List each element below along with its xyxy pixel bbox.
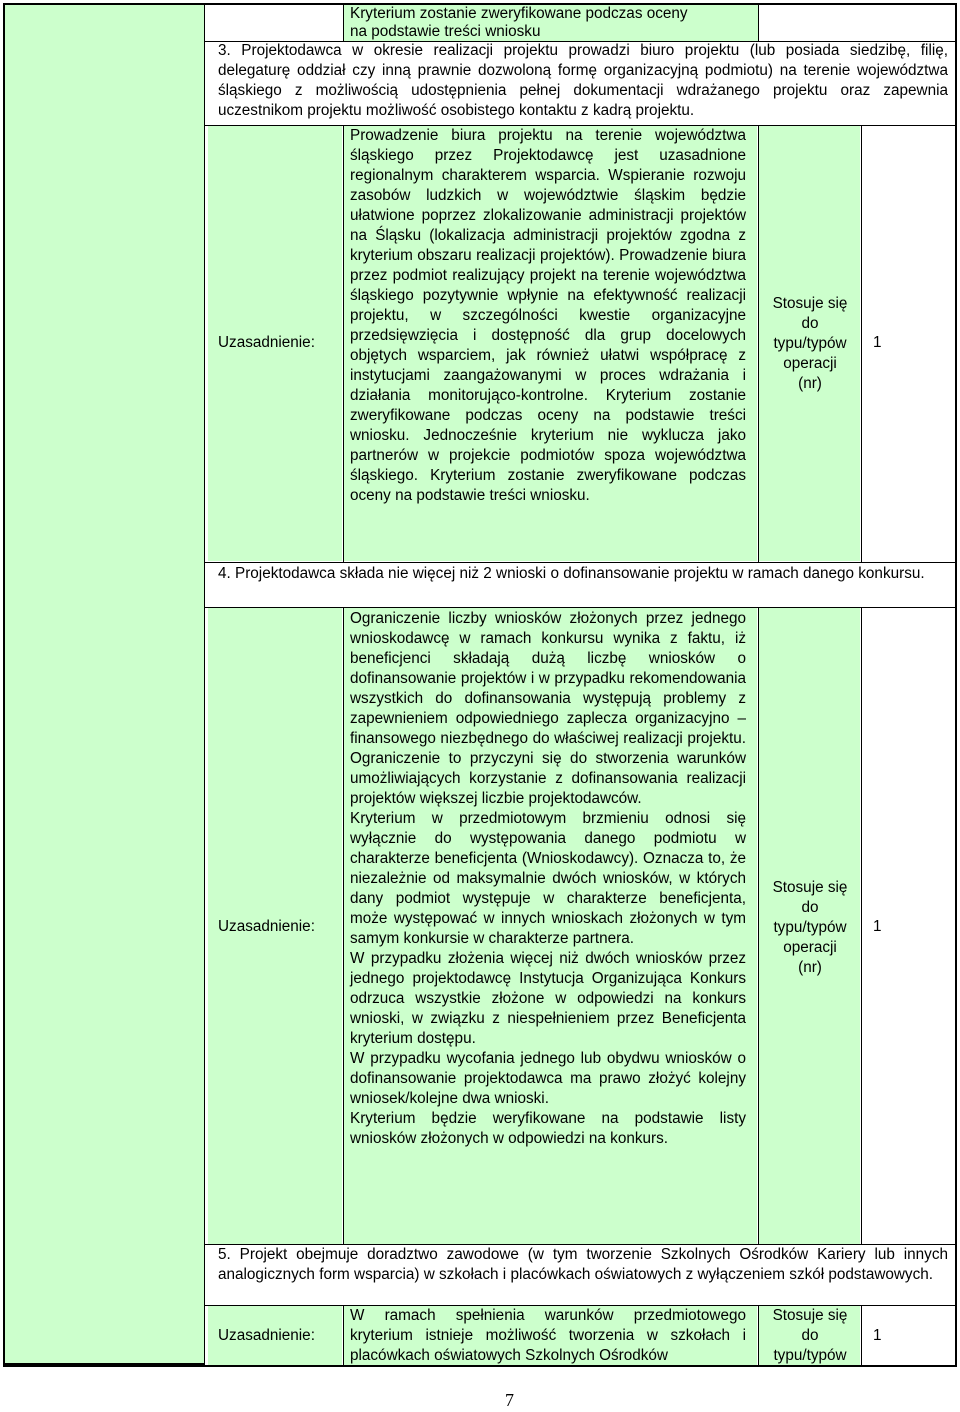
applies-line: typu/typów [773, 335, 847, 352]
criterion-3-applies [760, 294, 860, 394]
criterion-4-label: Uzasadnienie: [218, 918, 315, 935]
criterion-3-label: Uzasadnienie: [218, 334, 315, 351]
right-border [955, 3, 957, 1365]
applies-line: Stosuje się [772, 1307, 848, 1324]
criterion-4-justification [350, 609, 746, 1149]
divider [758, 1305, 759, 1365]
applies-line: (nr) [798, 959, 822, 976]
justification-paragraph: Kryterium będzie weryfikowane na podstawie listy wniosków złożonych w odpowiedzi na konkurs. [350, 1110, 746, 1147]
divider [861, 607, 862, 1245]
justification-paragraph: Kryterium w przedmiotowym brzmieniu odnosi się wyłącznie do występowania danego podmiotu w charakterze beneficjenta (Wnioskodawcy). Oznacza to, że niezależnie od maksymalnie dwóch wniosków, w których dany podmiot występuje w charakterze beneficjenta, może występować w innych wnioskach złożonych w tym samym konkursie w charakterze partnera. [350, 810, 746, 947]
criterion-4-applies [760, 878, 860, 978]
justification-paragraph: W przypadku wycofania jednego lub obydwu wniosków o dofinansowanie projektodawca ma prawo złożyć kolejny wniosek/kolejne dwa wnioski. [350, 1050, 746, 1107]
top-fragment-line-1: Kryterium zostanie zweryfikowane podczas oceny [350, 5, 688, 22]
divider [758, 125, 759, 562]
page-number: 7 [505, 1390, 514, 1410]
divider [758, 607, 759, 1245]
criterion-5-label: Uzasadnienie: [218, 1327, 315, 1344]
divider [205, 562, 957, 563]
left-margin-column [3, 3, 205, 1365]
divider [861, 1305, 862, 1365]
divider [343, 607, 344, 1245]
applies-line: Stosuje się [772, 879, 848, 896]
criterion-5-number: 1 [873, 1327, 882, 1344]
applies-line: (nr) [798, 375, 822, 392]
applies-line: do [801, 899, 819, 916]
applies-line: typu/typów [773, 1347, 847, 1364]
applies-line: operacji [783, 939, 837, 956]
justification-paragraph: W przypadku złożenia więcej niż dwóch wniosków przez jednego projektodawcę Instytucja Organizująca Konkurs odrzuca wszystkie złożone w odpowiedzi na konkurs wnioski, w związku z niespełnieniem przez Beneficjenta kryterium dostępu. [350, 950, 746, 1047]
divider [343, 125, 344, 562]
criterion-4-number: 1 [873, 918, 882, 935]
criterion-3-number: 1 [873, 334, 882, 351]
divider [343, 1305, 344, 1365]
criterion-5-statement: 5. Projekt obejmuje doradztwo zawodowe (w tym tworzenie Szkolnych Ośrodków Kariery lub innych analogicznych form wsparcia) w szkołach i placówkach oświatowych z wyłączeniem szkół podstawowych. [218, 1246, 948, 1283]
top-fragment-line-2: na podstawie treści wniosku [350, 23, 541, 40]
applies-line: do [801, 315, 819, 332]
criterion-4-statement: 4. Projektodawca składa nie więcej niż 2 wnioski o dofinansowanie projektu w ramach danego konkursu. [218, 565, 925, 582]
criterion-5-applies [760, 1306, 860, 1366]
applies-line: typu/typów [773, 919, 847, 936]
divider [758, 5, 759, 41]
applies-line: Stosuje się [772, 295, 848, 312]
criterion-5-justification: W ramach spełnienia warunków przedmiotowego kryterium istnieje możliwość tworzenia w szkołach i placówkach oświatowych Szkolnych Ośrodków [350, 1307, 746, 1364]
applies-line: operacji [783, 355, 837, 372]
justification-paragraph: Ograniczenie liczby wniosków złożonych przez jednego wnioskodawcę w ramach konkursu wynika z faktu, iż beneficjenci składają dużą liczbę wniosków o dofinansowanie projektów i w przypadku rekomendowania wszystkich do dofinansowania występują problemy z zapewnieniem odpowiedniego zaplecza organizacyjno – finansowego niezbędnego do właściwej realizacji projektu. Ograniczenie to przyczyni się do stworzenia warunków umożliwiających korzystanie z dofinansowania realizacji projektów większej liczbie projektodawców. [350, 610, 746, 807]
applies-line: do [801, 1327, 819, 1344]
divider [343, 5, 344, 41]
criterion-3-statement: 3. Projektodawca w okresie realizacji projektu prowadzi biuro projektu (lub posiada siedzibę, filię, delegaturę oddział czy inną prawnie dozwoloną formę organizacyjną podmiotu) na terenie województwa śląskiego z możliwością udostępnienia pełnej dokumentacji wdrażanego projektu oraz zapewnia uczestnikom projektu możliwość osobistego kontaktu z kadrą projektu. [218, 42, 948, 119]
divider [861, 125, 862, 562]
criterion-3-justification: Prowadzenie biura projektu na terenie województwa śląskiego przez Projektodawcę jest uzasadnione regionalnym charakterem wsparcia. Wspieranie rozwoju zasobów ludzkich w województwie śląskim będzie ułatwione poprzez zlokalizowanie administracji projektów na Śląsku (lokalizacja administracji projektów zgodna z kryterium obszaru realizacji projektów). Prowadzenie biura przez podmiot realizujący projekt na terenie województwa śląskiego pozytywnie wpłynie na efektywność realizacji projektu, w szczególności kwestie organizacyjne przedsięwzięcia i dostępność dla grup docelowych objętych wsparciem, jak również ułatwi współpracę z instytucjami zaangażowanymi w proces wdrażania i działania monitorująco-kontrolne. Kryterium zostanie zweryfikowane podczas oceny na podstawie treści wniosku. Jednocześnie kryterium nie wyklucza jako partnerów w projekcie podmiotów spoza województwa śląskiego. Kryterium zostanie zweryfikowane podczas oceny na podstawie treści wniosku. [350, 127, 746, 504]
